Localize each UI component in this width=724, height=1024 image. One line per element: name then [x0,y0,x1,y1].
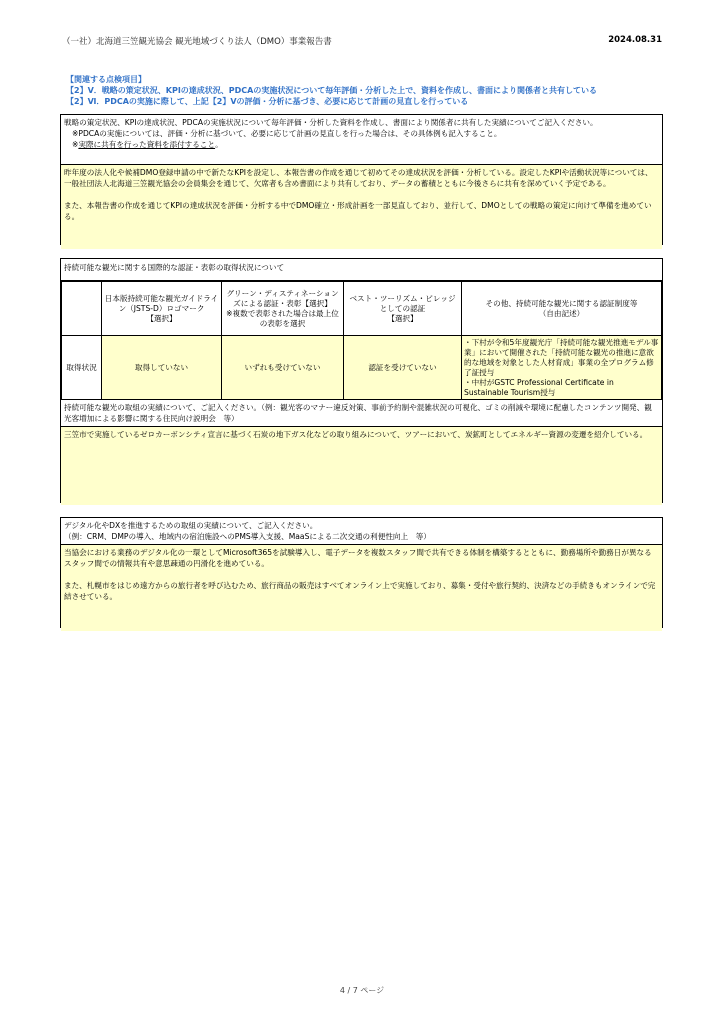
dx-answer-paragraph-2: また、札幌市をはじめ遠方からの旅行者を呼び込むため、旅行商品の販売はすべてオンライン上で実施しており、募集・受付や旅行契約、決済などの手続きもオンラインで完結させている。 [64,581,656,601]
attachment-note-suffix: 。 [215,140,223,149]
dx-question-main: デジタル化やDXを推進するための取組の実績について、ご記入ください。 [64,521,318,530]
pdca-section [60,114,663,245]
value-green-destinations[interactable]: いずれも受けていない [222,336,344,400]
sustainability-answer[interactable]: 三笠市で実施しているゼロカーボンシティ宣言に基づく石炭の地下ガス化などの取り組みについて、ツアーにおいて、炭鉱町としてエネルギー資源の変遷を紹介している。 [61,427,662,505]
pdca-answer-paragraph-1: 昨年度の法人化や候補DMO登録申請の中で新たなKPIを設定し、本報告書の作成を通じて初めてその達成状況を評価・分析している。設定したKPIや活動状況等については、一般社団法人北海道三笠観光協会の会員集会を通じて、欠席者も含め書面により共有しており、データの蓄積とともに今後さらに共有を深めていく予定である。 [64,168,653,188]
report-date: 2024.08.31 [608,35,662,45]
header-other-certifications: その他、持続可能な観光に関する認証制度等 （自由記述） [462,282,662,336]
related-line-2: 【2】Ⅵ．PDCAの実施に際して、上記【2】Ⅴの評価・分析に基づき、必要に応じて計画の見直しを行っている [66,97,469,106]
page-number: 4 / 7 ページ [339,986,385,995]
table-corner-cell [62,282,102,336]
attachment-note-underlined: 実際に共有を行った資料を添付すること [78,140,216,149]
sustainability-section [60,258,663,503]
value-jsts-d[interactable]: 取得していない [102,336,222,400]
certification-table [61,281,662,400]
related-line-1: 【2】Ⅴ．戦略の策定状況、KPIの達成状況、PDCAの実施状況について毎年評価・分析した上で、資料を作成し、書面により関係者と共有している [66,86,598,95]
header-green-destinations: グリーン・ディスティネーションズによる認証・表彰【選択】 ※複数で表彰された場合は最上位の表彰を選択 [222,282,344,336]
pdca-answer[interactable] [61,165,662,249]
dx-section [60,517,663,628]
dx-answer-paragraph-1: 当協会における業務のデジタル化の一環としてMicrosoft365を試験導入し、電子データを複数スタッフ間で共有できる体制を構築するとともに、勤務場所や勤務日が異なるスタッフ間での情報共有や意思疎通の円滑化を進めている。 [64,548,652,568]
dx-answer[interactable] [61,545,662,631]
header-best-tourism-village: ベスト・ツーリズム・ビレッジとしての認証 【選択】 [344,282,462,336]
row-label-status: 取得状況 [62,336,102,400]
header-jsts-d: 日本版持続可能な観光ガイドライン（JSTS-D）ロゴマーク 【選択】 [102,282,222,336]
other-cert-item-1: ・下村が令和5年度観光庁「持続可能な観光推進モデル事業」において開催された「持続可能な観光の推進に意欲的な地域を対象とした人材育成」事業の全プログラム修了証授与 [464,337,659,377]
pdca-question [61,115,662,165]
sustainability-question: 持続可能な観光の取組の実績について、ご記入ください。（例：観光客のマナー違反対策、事前予約制や混雑状況の可視化、ゴミの削減や環境に配慮したコンテンツ開発、観光客増加による影響に関する住民向け説明会 等） [61,400,662,427]
dx-question-example: （例：CRM、DMPの導入、地域内の宿泊施設へのPMS導入支援、MaaSによる二次交通の利便性向上 等） [64,532,431,541]
attachment-note-prefix: ※ [72,140,79,149]
certification-title: 持続可能な観光に関する国際的な認証・表彰の取得状況について [61,259,662,281]
other-cert-item-2: ・中村がGSTC Professional Certificate in Sustainable Tourism授与 [464,377,614,397]
pdca-question-note: ※PDCAの実施については、評価・分析に基づいて、必要に応じて計画の見直しを行った場合は、その具体例も記入すること。 [72,129,502,138]
pdca-question-main: 戦略の策定状況、KPIの達成状況、PDCAの実施状況について毎年評価・分析した資料を作成し、書面により関係者に共有した実績についてご記入ください。 [64,118,598,127]
value-other-certifications[interactable] [462,336,662,400]
value-best-tourism-village[interactable]: 認証を受けていない [344,336,462,400]
pdca-answer-paragraph-2: また、本報告書の作成を通じてKPIの達成状況を評価・分析する中でDMO確立・形成計画を一部見直しており、並行して、DMOとしての戦略の策定に向けて準備を進めている。 [64,201,652,221]
related-heading: 【関連する点検項目】 [66,75,146,84]
related-check-items [66,74,666,107]
dx-question [61,518,662,545]
pdca-attachment-note [64,139,659,150]
report-title: （一社）北海道三笠観光協会 観光地域づくり法人（DMO）事業報告書 [62,37,332,47]
